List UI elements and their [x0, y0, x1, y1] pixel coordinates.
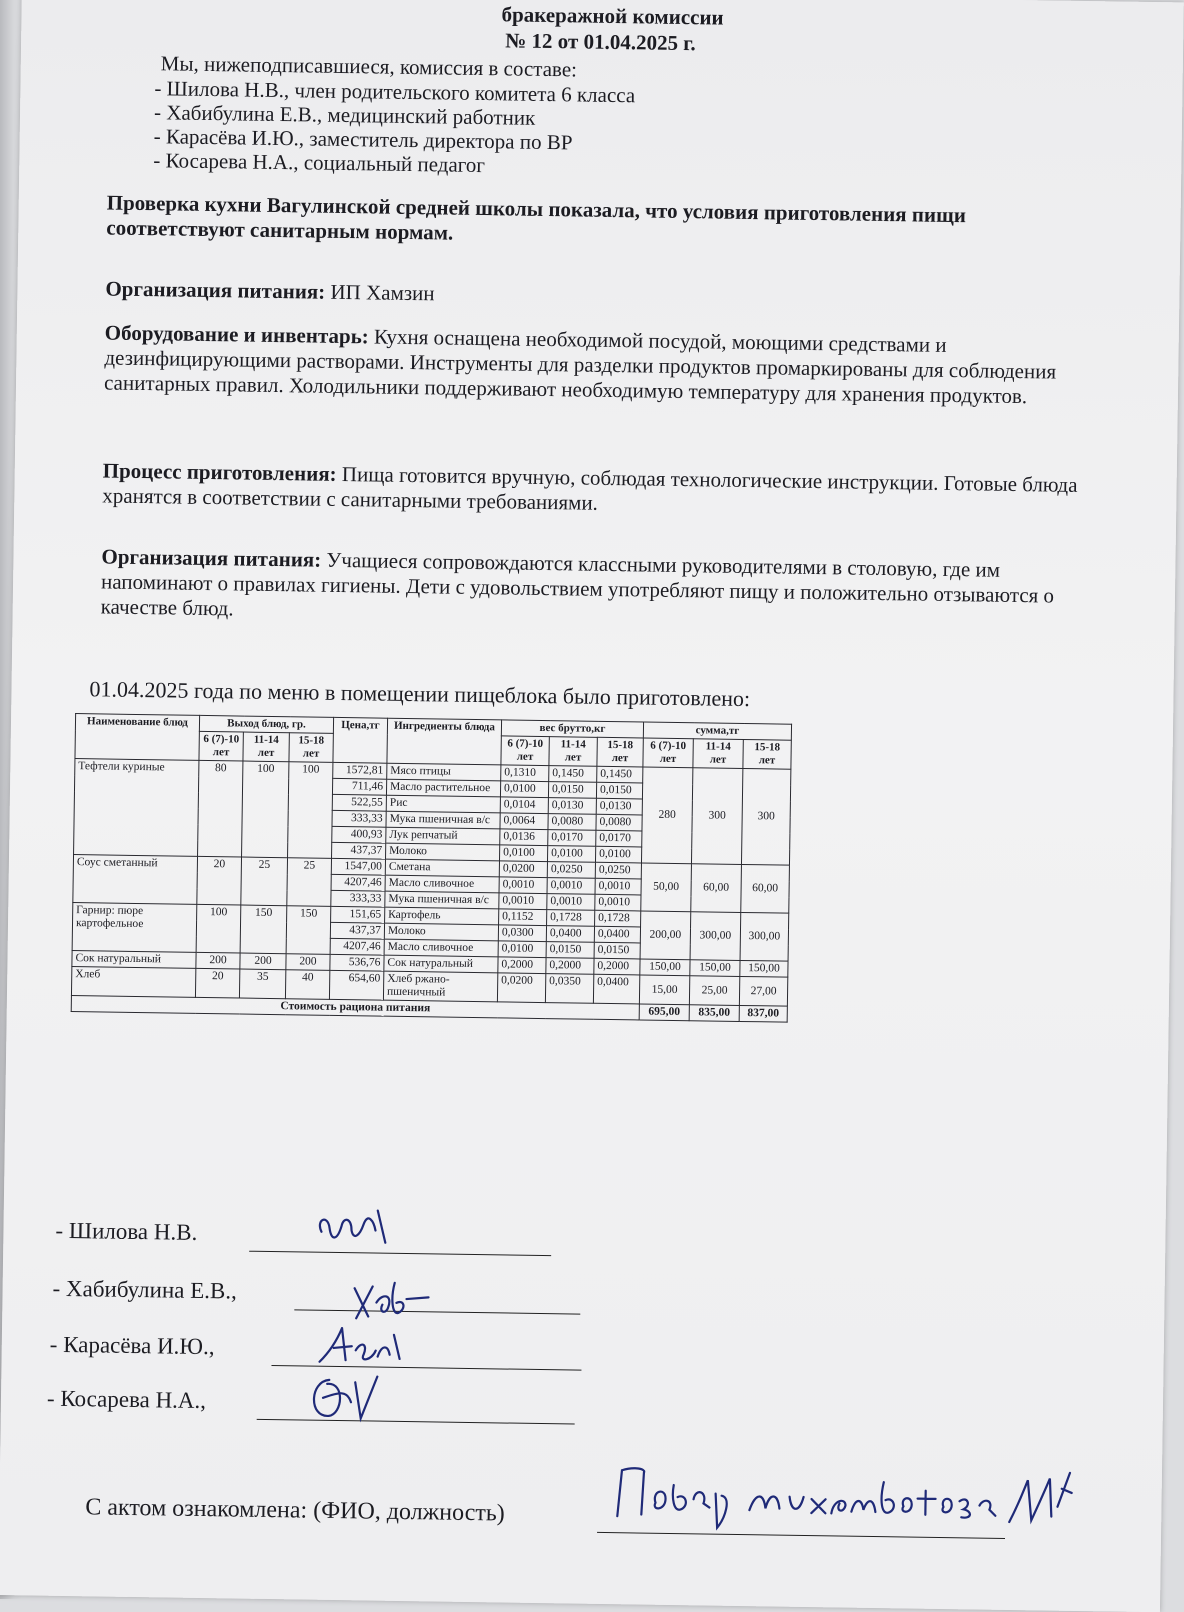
weight-cell: 0,0010	[547, 894, 595, 911]
sum-cell: 60,00	[741, 864, 790, 913]
sum-cell: 25,00	[689, 976, 739, 1006]
weight-cell: 0,2000	[546, 958, 594, 975]
sum-cell: 150,00	[640, 959, 690, 976]
price-cell: 522,55	[332, 794, 386, 811]
weight-cell: 0,0250	[595, 862, 641, 879]
dish-output: 80	[198, 760, 243, 857]
total-cell: 695,00	[639, 1004, 689, 1021]
dish-output: 150	[240, 905, 287, 954]
member-1: - Шилова Н.В., член родительского комитета 6 класса	[154, 76, 636, 108]
weight-cell: 0,0100	[595, 846, 641, 863]
weight-cell: 0,1728	[547, 910, 595, 927]
section-cooking	[102, 458, 1103, 523]
member-4: - Косарева Н.А., социальный педагог	[153, 148, 486, 178]
ingredient-cell: Молоко	[386, 843, 500, 861]
section-equipment-text: Кухня оснащена необходимой посудой, моющими средствами и дезинфицирующими растворами. Инструменты для разделки продуктов промаркированы для соблюдения санитарных правил. Холодильники поддерживают необходимую температуру для хранения продуктов.	[103, 324, 1057, 409]
price-cell: 437,37	[332, 842, 386, 859]
signature-4-handwriting	[299, 1361, 400, 1432]
signature-1-handwriting	[307, 1200, 398, 1261]
weight-cell: 0,0100	[547, 846, 595, 863]
ingredient-cell: Картофель	[385, 907, 499, 925]
weight-cell: 0,0250	[547, 862, 595, 879]
header-out-age3: 15-18 лет	[289, 733, 333, 763]
weight-cell: 0,0010	[547, 878, 595, 895]
header-price: Цена,тг	[333, 717, 388, 763]
ingredient-cell: Молоко	[384, 923, 498, 941]
ingredient-cell: Мясо птицы	[387, 763, 501, 781]
section-cooking-label: Процесс приготовления:	[102, 458, 337, 486]
header-w-age1: 6 (7)-10 лет	[501, 736, 549, 766]
weight-cell: 0,0300	[498, 925, 546, 942]
weight-cell: 0,0170	[596, 830, 642, 847]
dish-output: 25	[287, 858, 332, 907]
dish-name: Тефтели куриные	[74, 759, 199, 857]
weight-cell: 0,0080	[548, 814, 596, 831]
section-catering-text: Учащиеся сопровождаются классными руководителями в столовую, где им напоминают о правилах гигиены. Дети с удовольствием употребляют пищу и положительно отзываются о качестве блюд.	[100, 547, 1055, 621]
header-s-age3: 15-18 лет	[743, 739, 791, 769]
act-number-date: № 12 от 01.04.2025 г.	[504, 28, 696, 56]
price-cell: 400,93	[332, 826, 386, 843]
signer-3: - Карасёва И.Ю.,	[49, 1331, 215, 1360]
weight-cell: 0,0150	[596, 782, 642, 799]
weight-cell: 0,1728	[595, 910, 641, 927]
weight-cell: 0,2000	[498, 957, 546, 974]
weight-cell: 0,0100	[500, 781, 548, 798]
dish-output: 150	[286, 906, 331, 955]
sum-cell: 60,00	[691, 864, 742, 913]
dish-output: 200	[196, 952, 240, 969]
sum-cell: 280	[641, 767, 692, 864]
member-3: - Карасёва И.Ю., заместитель директора по ВР	[153, 124, 573, 155]
price-cell: 711,46	[332, 778, 386, 795]
header-sum: сумма,тг	[643, 722, 791, 740]
section-org-label: Организация питания:	[105, 276, 326, 304]
price-cell: 333,33	[331, 890, 385, 907]
dish-output: 40	[285, 970, 329, 1000]
acquainted-label: С актом ознакомлена: (ФИО, должность)	[85, 1494, 505, 1527]
weight-cell: 0,0100	[498, 941, 546, 958]
weight-cell: 0,1152	[499, 909, 547, 926]
weight-cell: 0,0150	[546, 942, 594, 959]
total-label: Стоимость рациона питания	[71, 996, 639, 1020]
weight-cell: 0,0400	[546, 926, 594, 943]
menu-table	[71, 713, 792, 1023]
dish-output: 100	[242, 761, 289, 858]
weight-cell: 0,1450	[597, 766, 643, 783]
dish-output: 100	[196, 904, 241, 953]
dish-output: 25	[241, 857, 288, 906]
dish-output: 200	[240, 953, 286, 970]
weight-cell: 0,0200	[497, 973, 545, 1003]
section-org	[105, 276, 1105, 316]
sum-cell: 300	[691, 768, 742, 865]
section-cooking-text: Пища готовится вручную, соблюдая технологические инструкции. Готовые блюда хранятся в соответствии с санитарными требованиями.	[102, 461, 1078, 515]
ingredient-cell: Мука пшеничная в/с	[385, 891, 499, 909]
section-catering	[101, 544, 1102, 634]
price-cell: 654,60	[329, 970, 383, 1000]
section-org-text: ИП Хамзин	[325, 279, 435, 306]
signer-2: - Хабибулина Е.В.,	[52, 1275, 238, 1304]
total-cell: 837,00	[739, 1005, 787, 1022]
ingredient-cell: Сметана	[385, 859, 499, 877]
ingredient-cell: Хлеб ржано-пшеничный	[383, 971, 497, 1002]
section-equipment-label: Оборудование и инвентарь:	[104, 320, 369, 349]
ingredient-cell: Рис	[386, 795, 500, 813]
dish-name: Хлеб	[71, 967, 195, 998]
weight-cell: 0,0100	[499, 845, 547, 862]
weight-cell: 0,0080	[596, 814, 642, 831]
section-equipment	[104, 320, 1105, 410]
price-cell: 151,65	[331, 906, 385, 923]
price-cell: 333,33	[332, 810, 386, 827]
weight-cell: 0,0200	[499, 861, 547, 878]
dish-output: 100	[288, 762, 333, 859]
dish-name: Соус сметанный	[73, 855, 198, 905]
weight-cell: 0,2000	[594, 958, 640, 975]
sum-cell: 300,00	[740, 912, 789, 961]
weight-cell: 0,0130	[548, 798, 596, 815]
sum-cell: 150,00	[740, 960, 788, 977]
weight-cell: 0,0010	[499, 877, 547, 894]
dish-name: Сок натуральный	[72, 951, 196, 969]
check-statement: Проверка кухни Вагулинской средней школы показала, что условия приготовления пищи соответствуют санитарным нормам.	[106, 190, 967, 245]
sum-cell: 300,00	[690, 912, 741, 961]
total-cell: 835,00	[689, 1005, 739, 1022]
sum-cell: 15,00	[639, 975, 689, 1005]
sum-cell: 50,00	[641, 863, 692, 912]
weight-cell: 0,0104	[500, 797, 548, 814]
weight-cell: 0,1450	[549, 766, 597, 783]
weight-cell: 0,1310	[501, 765, 549, 782]
weight-cell: 0,0010	[499, 893, 547, 910]
intro-text: Мы, нижеподписавшиеся, комиссия в составе:	[160, 51, 578, 82]
price-cell: 1547,00	[331, 858, 385, 875]
ingredient-cell: Масло сливочное	[385, 875, 499, 893]
price-cell: 4207,46	[331, 874, 385, 891]
signature-line-1	[249, 1251, 551, 1256]
header-dish: Наименование блюд	[75, 714, 200, 761]
sum-cell: 150,00	[690, 960, 740, 977]
sum-cell: 27,00	[739, 976, 787, 1006]
price-cell: 1572,81	[333, 762, 387, 779]
sum-cell: 300	[741, 768, 790, 865]
price-cell: 536,76	[330, 954, 384, 971]
weight-cell: 0,0010	[595, 878, 641, 895]
weight-cell: 0,0150	[594, 942, 640, 959]
header-s-age2: 11-14 лет	[693, 739, 743, 769]
weight-cell: 0,0400	[593, 974, 639, 1004]
header-out-age2: 11-14 лет	[243, 732, 289, 762]
member-2: - Хабибулина Е.В., медицинский работник	[153, 100, 536, 130]
ingredient-cell: Сок натуральный	[384, 955, 498, 973]
ingredient-cell: Мука пшеничная в/с	[386, 811, 500, 829]
weight-cell: 0,0170	[548, 830, 596, 847]
weight-cell: 0,0400	[594, 926, 640, 943]
header-gross-weight: вес брутто,кг	[501, 720, 643, 738]
dish-name: Гарнир: пюре картофельное	[72, 903, 197, 953]
dish-output: 200	[286, 954, 330, 971]
signer-1: - Шилова Н.В.	[55, 1217, 198, 1245]
ingredient-cell: Лук репчатый	[386, 827, 500, 845]
weight-cell: 0,0010	[595, 894, 641, 911]
price-cell: 4207,46	[330, 938, 384, 955]
weight-cell: 0,0150	[548, 782, 596, 799]
dish-output: 35	[239, 969, 285, 999]
header-w-age2: 11-14 лет	[549, 737, 597, 767]
weight-cell: 0,0350	[545, 974, 593, 1004]
header-w-age3: 15-18 лет	[597, 737, 643, 767]
ingredient-cell: Масло растительное	[386, 779, 500, 797]
ingredient-cell: Масло сливочное	[384, 939, 498, 957]
table-intro: 01.04.2025 года по меню в помещении пищеблока было приготовлено:	[89, 676, 751, 712]
sum-cell: 200,00	[640, 911, 691, 960]
acquainted-handwriting	[599, 1456, 1100, 1543]
header-output: Выход блюд, гр.	[199, 715, 333, 733]
header-s-age1: 6 (7)-10 лет	[643, 738, 693, 768]
signer-4: - Косарева Н.А.,	[46, 1385, 207, 1414]
header-out-age1: 6 (7)-10 лет	[199, 731, 243, 761]
weight-cell: 0,0136	[500, 829, 548, 846]
weight-cell: 0,0130	[596, 798, 642, 815]
dish-output: 20	[195, 968, 239, 998]
weight-cell: 0,0064	[500, 813, 548, 830]
header-ingredients: Ингредиенты блюда	[387, 718, 502, 765]
dish-output: 20	[197, 856, 242, 905]
section-catering-label: Организация питания:	[101, 544, 322, 572]
act-title: бракеражной комиссии	[501, 2, 724, 30]
price-cell: 437,37	[330, 922, 384, 939]
